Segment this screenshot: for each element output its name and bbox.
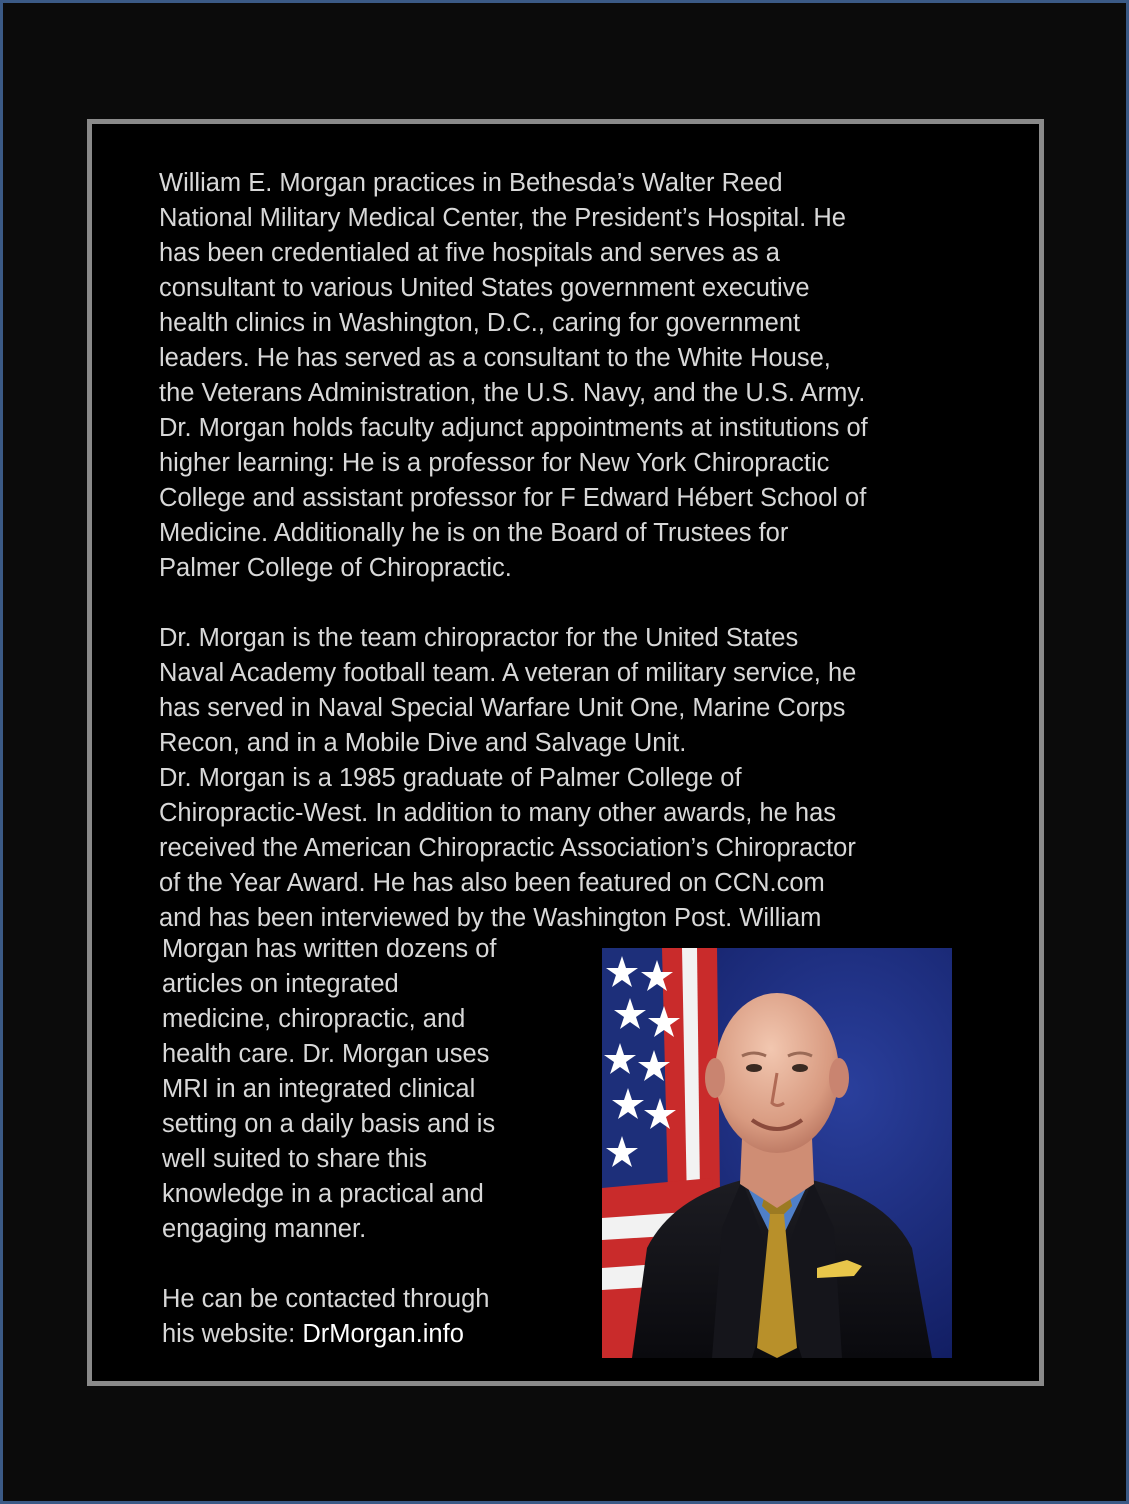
text-line: Dr. Morgan holds faculty adjunct appointments at institutions of [159, 414, 868, 442]
portrait-photo [602, 948, 952, 1358]
text-line: Palmer College of Chiropractic. [159, 554, 512, 582]
text-line: of the Year Award. He has also been featured on CCN.com [159, 869, 825, 897]
text-line: health care. Dr. Morgan uses [162, 1040, 490, 1068]
text-line: leaders. He has served as a consultant to the White House, [159, 344, 831, 372]
text-line: received the American Chiropractic Association’s Chiropractor [159, 834, 856, 862]
text-line: knowledge in a practical and [162, 1180, 484, 1208]
bio-paragraph-3 [159, 761, 856, 936]
text-line: Recon, and in a Mobile Dive and Salvage Unit. [159, 729, 687, 757]
text-line: He can be contacted through [162, 1285, 490, 1313]
text-line [162, 1317, 489, 1352]
website-prefix: his website: [162, 1320, 303, 1348]
text-line: Naval Academy football team. A veteran of military service, he [159, 659, 857, 687]
text-line: MRI in an integrated clinical [162, 1075, 476, 1103]
bio-paragraph-2 [159, 621, 856, 761]
text-line: has been credentialed at five hospitals and serves as a [159, 239, 780, 267]
text-line: consultant to various United States government executive [159, 274, 810, 302]
text-line: Dr. Morgan is a 1985 graduate of Palmer College of [159, 764, 742, 792]
text-line: College and assistant professor for F Edward Hébert School of [159, 484, 867, 512]
text-line: setting on a daily basis and is [162, 1110, 496, 1138]
text-line: National Military Medical Center, the President’s Hospital. He [159, 204, 846, 232]
text-line: has served in Naval Special Warfare Unit One, Marine Corps [159, 694, 846, 722]
text-line: and has been interviewed by the Washington Post. William [159, 904, 822, 932]
bio-paragraph-1 [159, 166, 868, 586]
website-link[interactable]: DrMorgan.info [302, 1320, 464, 1348]
text-line: Medicine. Additionally he is on the Board of Trustees for [159, 519, 789, 547]
text-line: Dr. Morgan is the team chiropractor for the United States [159, 624, 799, 652]
contact-paragraph [162, 1282, 489, 1352]
bio-paragraph-4 [162, 932, 497, 1247]
text-line: articles on integrated [162, 970, 399, 998]
text-line: well suited to share this [162, 1145, 428, 1173]
text-line: the Veterans Administration, the U.S. Navy, and the U.S. Army. [159, 379, 866, 407]
text-line: engaging manner. [162, 1215, 367, 1243]
text-line: medicine, chiropractic, and [162, 1005, 466, 1033]
text-line: higher learning: He is a professor for New York Chiropractic [159, 449, 830, 477]
text-line: Morgan has written dozens of [162, 935, 497, 963]
text-line: health clinics in Washington, D.C., caring for government [159, 309, 801, 337]
text-line: William E. Morgan practices in Bethesda’s Walter Reed [159, 169, 783, 197]
text-line: Chiropractic-West. In addition to many other awards, he has [159, 799, 837, 827]
